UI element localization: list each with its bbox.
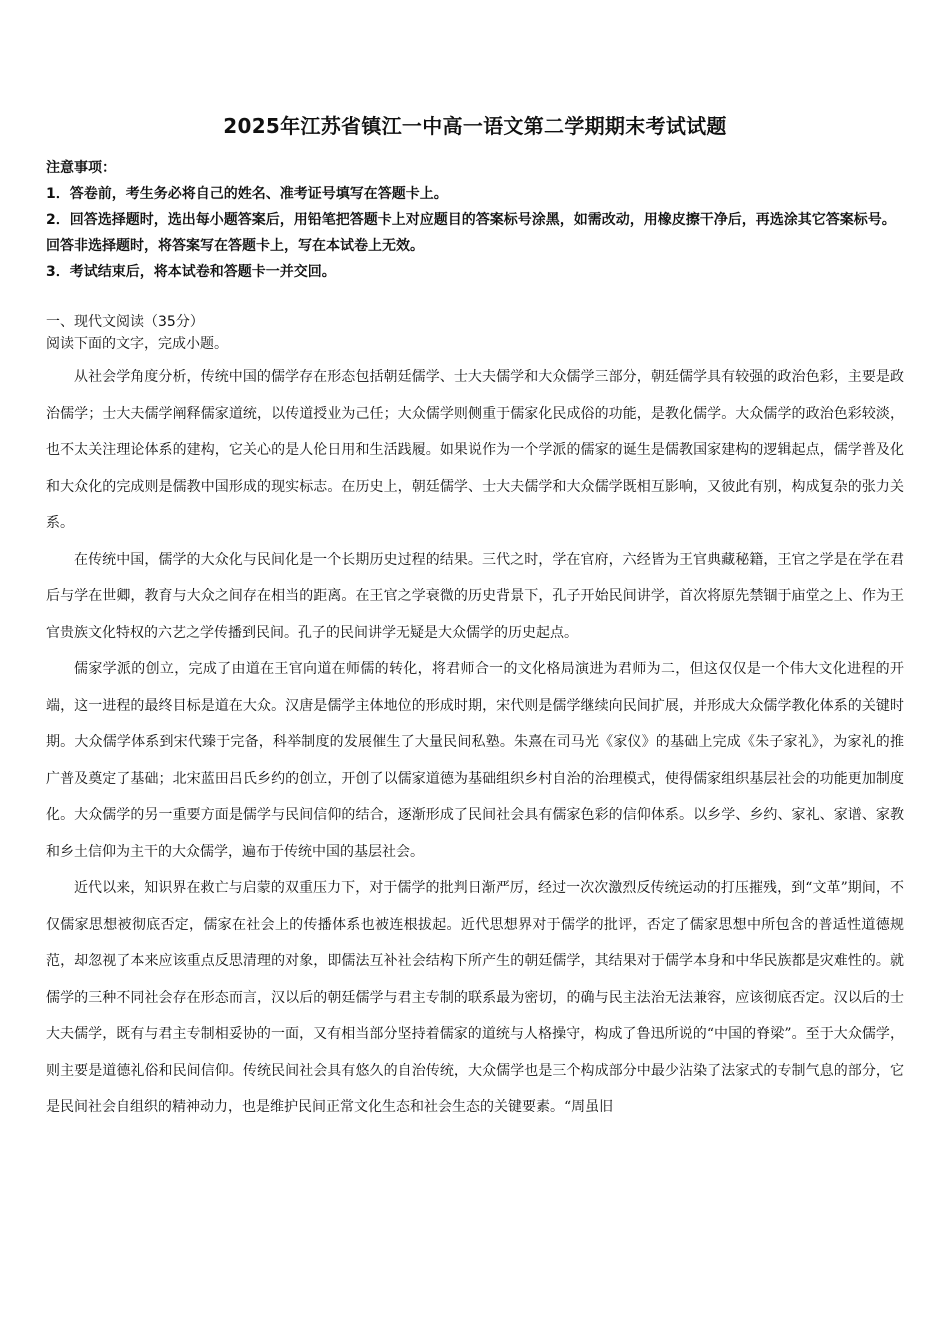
passage-paragraph-2: 在传统中国，儒学的大众化与民间化是一个长期历史过程的结果。三代之时，学在官府，六经皆为王官典藏秘籍，王官之学是在学在君后与学在世卿，教育与大众之间存在相当的距离。在王官之学衰微的历史背景下，孔子开始民间讲学，首次将原先禁锢于庙堂之上、作为王官贵族文化特权的六艺之学传播到民间。孔子的民间讲学无疑是大众儒学的历史起点。 xyxy=(46,551,904,641)
section-title: 一、现代文阅读（35分） xyxy=(46,314,204,330)
notice-item-1: 1．答卷前，考生务必将自己的姓名、准考证号填写在答题卡上。 xyxy=(46,186,448,202)
section-instruction: 阅读下面的文字，完成小题。 xyxy=(46,336,228,352)
exam-title: 2025年江苏省镇江一中高一语文第二学期期末考试试题 xyxy=(223,114,727,138)
reading-passage xyxy=(46,359,904,1126)
notice-item-2: 2．回答选择题时，选出每小题答案后，用铅笔把答题卡上对应题目的答案标号涂黑，如需改动，用橡皮擦干净后，再选涂其它答案标号。回答非选择题时，将答案写在答题卡上，写在本试卷上无效。 xyxy=(46,212,896,254)
passage-paragraph-3: 儒家学派的创立，完成了由道在王官向道在师儒的转化，将君师合一的文化格局演进为君师为二，但这仅仅是一个伟大文化进程的开端，这一进程的最终目标是道在大众。汉唐是儒学主体地位的形成时期，宋代则是儒学继续向民间扩展，并形成大众儒学教化体系的关键时期。大众儒学体系到宋代臻于完备，科举制度的发展催生了大量民间私塾。朱熹在司马光《家仪》的基础上完成《朱子家礼》，为家礼的推广普及奠定了基础；北宋蓝田吕氏乡约的创立，开创了以儒家道德为基础组织乡村自治的治理模式，使得儒家组织基层社会的功能更加制度化。大众儒学的另一重要方面是儒学与民间信仰的结合，逐渐形成了民间社会具有儒家色彩的信仰体系。以乡学、乡约、家礼、家谱、家教和乡土信仰为主干的大众儒学，遍布于传统中国的基层社会。 xyxy=(46,661,904,860)
notice-block xyxy=(46,155,904,285)
passage-paragraph-1: 从社会学角度分析，传统中国的儒学存在形态包括朝廷儒学、士大夫儒学和大众儒学三部分，朝廷儒学具有较强的政治色彩，主要是政治儒学；士大夫儒学阐释儒家道统，以传道授业为己任；大众儒学则侧重于儒家化民成俗的功能，是教化儒学。大众儒学的政治色彩较淡，也不太关注理论体系的建构，它关心的是人伦日用和生活践履。如果说作为一个学派的儒家的诞生是儒教国家建构的逻辑起点，儒学普及化和大众化的完成则是儒教中国形成的现实标志。在历史上，朝廷儒学、士大夫儒学和大众儒学既相互影响，又彼此有别，构成复杂的张力关系。 xyxy=(46,369,904,531)
notice-item-3: 3．考试结束后，将本试卷和答题卡一并交回。 xyxy=(46,264,336,280)
section-modern-reading xyxy=(46,311,904,355)
notice-heading: 注意事项： xyxy=(46,160,116,176)
exam-page xyxy=(46,110,904,1126)
passage-paragraph-4: 近代以来，知识界在救亡与启蒙的双重压力下，对于儒学的批判日渐严厉，经过一次次激烈反传统运动的打压摧残，到“文革”期间，不仅儒家思想被彻底否定，儒家在社会上的传播体系也被连根拔起。近代思想界对于儒学的批评，否定了儒家思想中所包含的普适性道德规范，却忽视了本来应该重点反思清理的对象，即儒法互补社会结构下所产生的朝廷儒学，其结果对于儒学本身和中华民族都是灾难性的。就儒学的三种不同社会存在形态而言，汉以后的朝廷儒学与君主专制的联系最为密切，的确与民主法治无法兼容，应该彻底否定。汉以后的士大夫儒学，既有与君主专制相妥协的一面，又有相当部分坚持着儒家的道统与人格操守，构成了鲁迅所说的“中国的脊梁”。至于大众儒学，则主要是道德礼俗和民间信仰。传统民间社会具有悠久的自治传统，大众儒学也是三个构成部分中最少沾染了法家式的专制气息的部分，它是民间社会自组织的精神动力，也是维护民间正常文化生态和社会生态的关键要素。“周虽旧 xyxy=(46,880,904,1115)
